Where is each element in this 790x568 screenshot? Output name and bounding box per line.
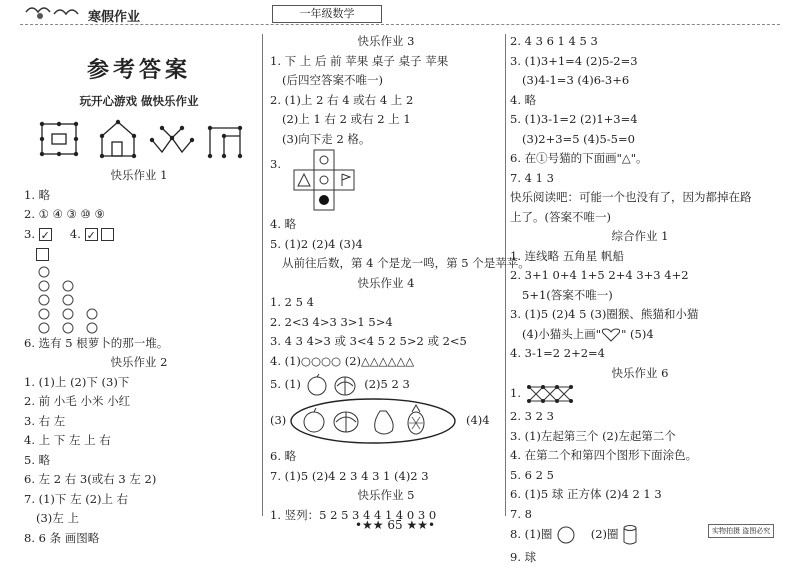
answer-line: 从前往后数，第 4 个是龙一鸣，第 5 个是苹苹。	[282, 256, 530, 270]
answer-line: 7. (1)5 (2)4 2 3 4 3 1 (4)2 3	[270, 468, 429, 483]
answer-text: (2)圈	[590, 527, 619, 541]
answer-line: 6. 在①号猫的下面画"△"。	[510, 151, 648, 165]
answer-line	[270, 371, 502, 397]
section-heading: 快乐作业 5	[357, 488, 415, 502]
brand-title: 寒假作业	[88, 10, 141, 25]
answer-line: 5+1(答案不唯一)	[522, 287, 613, 302]
answer-line: 2. 3+1 0+4 1+5 2+4 3+3 4+2	[510, 268, 689, 282]
answer-line: 1. (1)上 (2)下 (3)下	[24, 374, 130, 389]
answer-line: 1. 下 上 后 前 苹果 桌子 桌子 苹果	[270, 53, 449, 68]
answer-line: 4. 略	[270, 217, 297, 231]
page-footer	[0, 518, 790, 532]
answer-line: 4. 略	[510, 92, 537, 107]
fruit-pair-icon	[305, 374, 361, 396]
answer-line: 3. (1)3+1=4 (2)5-2=3	[510, 53, 638, 68]
answer-line	[270, 149, 502, 215]
answer-line	[510, 383, 770, 407]
grade-label: 一年级数学	[272, 5, 382, 23]
answer-line	[24, 244, 254, 264]
answer-text: " (5)4	[621, 326, 654, 341]
answer-line: 3. (1)5 (2)4 5 (3)圈猴、熊猫和小猫	[510, 307, 699, 321]
fruit-group-circled-figure	[288, 397, 458, 445]
answer-line: 5. 略	[24, 452, 51, 467]
empty-box-icon	[101, 228, 114, 241]
page-subtitle: 玩开心游戏 做快乐作业	[79, 94, 199, 108]
answer-line: 1. 竖列：5 2 5 3 4 4 1 4 0 3 0	[270, 507, 437, 522]
reading-answer-line: 快乐阅读吧：可能一个也没有了，因为都掉在路	[510, 190, 752, 204]
answer-number: 3.	[24, 226, 35, 241]
answer-line	[510, 325, 770, 345]
section-heading: 快乐作业 6	[611, 365, 669, 380]
answer-line: 8. 6 条 画图略	[24, 530, 100, 545]
answer-line: 2. (1)上 2 右 4 或右 4 上 2	[270, 92, 414, 107]
page-title: 参考答案	[86, 57, 191, 83]
dot-connection-figure	[525, 383, 575, 405]
answer-line: 4. 3-1=2 2+2=4	[510, 346, 605, 360]
answer-number: 3.	[270, 157, 281, 171]
checked-box-icon	[39, 228, 52, 241]
section-heading: 快乐作业 4	[357, 275, 415, 290]
answer-line: 7. (1)下 左 (2)上 右	[24, 491, 129, 506]
answer-line: 4. 在第二个和第四个图形下面涂色。	[510, 448, 698, 462]
answer-text: (4)4	[466, 413, 490, 427]
answer-line: 1. 连线略 五角星 帆船	[510, 248, 624, 263]
answer-line: 4. (1)○○○○ (2)△△△△△△	[270, 353, 415, 368]
answer-line: (后四空答案不唯一)	[282, 73, 383, 87]
answer-line: (2)上 1 右 2 或右 2 上 1	[282, 112, 411, 126]
empty-box-icon	[36, 248, 49, 261]
answer-line: (3)左 上	[36, 511, 79, 525]
answer-line: 5. (1)2 (2)4 (3)4	[270, 236, 363, 251]
answer-line: 3. (1)左起第三个 (2)左起第二个	[510, 428, 676, 443]
page-header	[0, 0, 790, 30]
answer-line: 4. 上 下 左 上 右	[24, 433, 111, 447]
answer-line: 3. 右 左	[24, 413, 66, 428]
answer-text: (4)小猫头上画"	[522, 326, 602, 341]
answer-line: 3. 4 3 4>3 或 3<4 5 2 5>2 或 2<5	[270, 334, 467, 348]
heart-icon	[601, 328, 621, 342]
answer-line: 7. 8	[510, 506, 532, 521]
answer-line: (3)向下走 2 格。	[282, 131, 371, 146]
decorative-birds-icon	[24, 2, 84, 22]
column-divider	[262, 34, 263, 516]
answer-number: (3)	[270, 413, 287, 427]
column-divider	[505, 34, 506, 516]
page-number: 65	[387, 518, 403, 532]
section-heading: 快乐作业 3	[357, 34, 415, 48]
star-ornament-icon: •★★	[354, 518, 388, 532]
answer-line: 7. 4 1 3	[510, 170, 554, 185]
star-ornament-icon: ★★•	[402, 518, 436, 532]
answer-number: 1.	[510, 386, 521, 400]
answer-text: (2)5 2 3	[364, 377, 410, 391]
answer-line: 6. (1)5 球 正方体 (2)4 2 1 3	[510, 487, 662, 501]
answer-line: 2. ① ④ ③ ⑩ ⑨	[24, 207, 105, 221]
answer-line: 1. 2 5 4	[270, 295, 314, 309]
answer-text: 8. (1)圈	[510, 527, 553, 541]
answer-line: 2. 前 小毛 小米 小红	[24, 394, 131, 408]
dot-puzzle-figures	[34, 116, 254, 162]
answer-line	[270, 397, 502, 447]
answer-line: 2. 2<3 4>3 3>1 5>4	[270, 314, 393, 329]
answer-number: 4.	[69, 226, 81, 241]
answer-line: 5. 6 2 5	[510, 467, 554, 482]
answer-line: 2. 3 2 3	[510, 409, 554, 423]
answer-line: 6. 左 2 右 3(或右 3 左 2)	[24, 472, 157, 486]
checked-box-icon	[85, 228, 98, 241]
answer-line: 6. 略	[270, 449, 297, 463]
answer-line: (3)2+3=5 (4)5-5=0	[522, 131, 635, 146]
column-3	[510, 32, 770, 568]
answer-line: 5. (1)3-1=2 (2)1+3=4	[510, 112, 638, 126]
answer-line: 2. 4 3 6 1 4 5 3	[510, 34, 598, 48]
section-heading: 快乐作业 1	[110, 168, 168, 182]
circle-pattern-figure	[36, 264, 116, 334]
answer-line	[24, 225, 254, 245]
column-1	[24, 32, 254, 548]
section-heading: 综合作业 1	[611, 229, 669, 243]
answer-line: 6. 选有 5 根萝卜的那一堆。	[24, 335, 169, 350]
section-heading: 快乐作业 2	[110, 355, 168, 369]
watermark-stamp: 实物拍摄 盗图必究	[708, 524, 774, 538]
answer-line: 上了。(答案不唯一)	[510, 209, 611, 224]
answer-line: 9. 球	[510, 550, 537, 564]
header-rule	[20, 24, 780, 25]
answer-line: 1. 略	[24, 187, 51, 202]
answer-line: (3)4-1=3 (4)6-3+6	[522, 73, 630, 87]
answer-number: 5. (1)	[270, 377, 301, 391]
cube-net-figure	[284, 149, 374, 213]
